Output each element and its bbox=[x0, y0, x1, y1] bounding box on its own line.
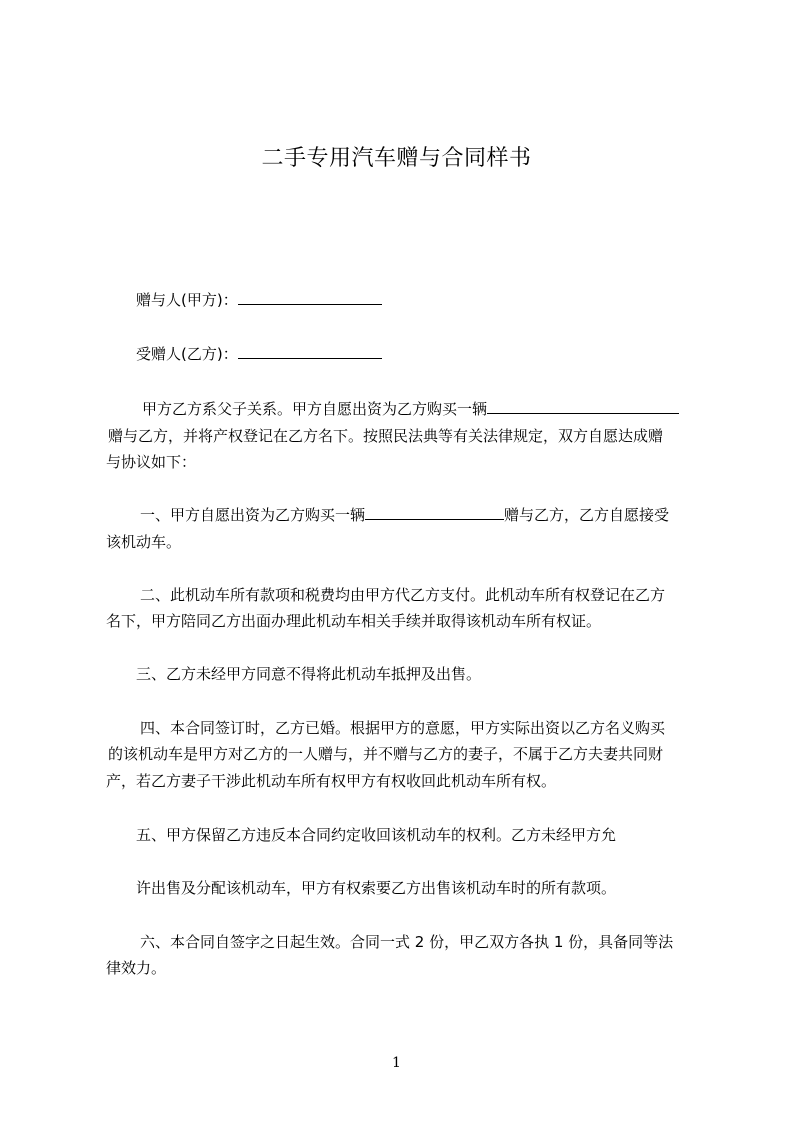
clause-6-line-1: 六、本合同自签字之日起生效。合同一式 2 份，甲乙双方各执 1 份，具备同等法 bbox=[140, 933, 674, 951]
clause-4-line-3: 产，若乙方妻子干涉此机动车所有权甲方有权收回此机动车所有权。 bbox=[106, 772, 557, 790]
intro-line-1-text: 甲方乙方系父子关系。甲方自愿出资为乙方购买一辆 bbox=[142, 400, 488, 418]
donee-line bbox=[136, 344, 732, 364]
clause-1-line-2: 该机动车。 bbox=[106, 533, 182, 551]
document-title: 二手专用汽车赠与合同样书 bbox=[261, 146, 532, 171]
page-number: 1 bbox=[392, 1055, 401, 1071]
donor-line bbox=[136, 290, 732, 310]
donee-name-blank bbox=[238, 344, 382, 359]
clause-4-line-2: 的该机动车是甲方对乙方的一人赠与，并不赠与乙方的妻子，不属于乙方夫妻共同财 bbox=[108, 745, 664, 763]
clause-2-line-1: 二、此机动车所有款项和税费均由甲方代乙方支付。此机动车所有权登记在乙方 bbox=[140, 586, 666, 604]
clause-6-line-2: 律效力。 bbox=[106, 959, 167, 977]
clause-1-text-before: 一、甲方自愿出资为乙方购买一辆 bbox=[140, 506, 366, 524]
clause-3: 三、乙方未经甲方同意不得将此机动车抵押及出售。 bbox=[136, 665, 482, 683]
clause-1-text-after: 赠与乙方，乙方自愿接受 bbox=[504, 506, 670, 524]
intro-line-2: 赠与乙方，并将产权登记在乙方名下。按照民法典等有关法律规定，双方自愿达成赠 bbox=[108, 427, 664, 445]
donor-name-blank bbox=[238, 290, 382, 305]
vehicle-blank-clause-1 bbox=[365, 505, 504, 520]
clause-1-line-1 bbox=[140, 505, 736, 525]
vehicle-blank-intro bbox=[487, 399, 679, 414]
clause-2-line-2: 名下，甲方陪同乙方出面办理此机动车相关手续并取得该机动车所有权证。 bbox=[106, 612, 602, 630]
clause-5-line-1: 五、甲方保留乙方违反本合同约定收回该机动车的权利。乙方未经甲方允 bbox=[136, 826, 617, 844]
donor-label: 赠与人(甲方)： bbox=[136, 291, 238, 309]
intro-line-1 bbox=[142, 399, 738, 419]
donee-label: 受赠人(乙方)： bbox=[136, 345, 238, 363]
intro-line-3: 与协议如下： bbox=[106, 453, 197, 471]
clause-5-line-2: 许出售及分配该机动车，甲方有权索要乙方出售该机动车时的所有款项。 bbox=[136, 879, 617, 897]
clause-4-line-1: 四、本合同签订时，乙方已婚。根据甲方的意愿，甲方实际出资以乙方名义购买 bbox=[140, 719, 666, 737]
